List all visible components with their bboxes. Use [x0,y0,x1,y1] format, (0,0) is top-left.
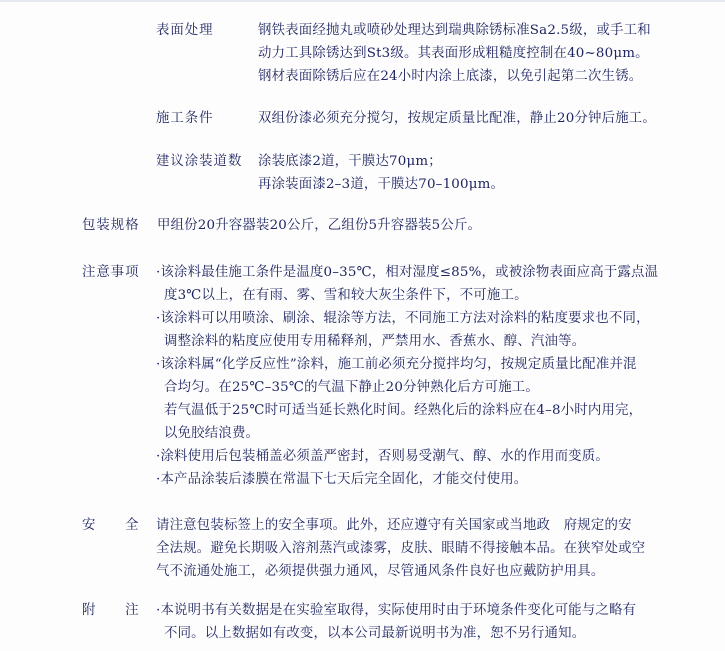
surface-treatment-line: 钢铁表面经抛丸或喷砂处理达到瑞典除锈标准Sa2.5级，或手工和 [258,23,651,38]
scan-artifact [0,0,725,2]
packaging-label: 包装规格 [82,218,140,233]
coating-passes-line: 再涂装面漆2–3道，干膜达70–100μm。 [258,177,505,192]
remarks-line: 不同。以上数据如有改变，以本公司最新说明书为准，恕不另行通知。 [164,626,586,641]
packaging-line: 甲组份20升容器装20公斤，乙组份5升容器装5公斤。 [157,218,482,233]
notes-line: ·本产品涂装后漆膜在常温下七天后完全固化，才能交付使用。 [156,472,528,487]
notes-label: 注意事项 [82,265,140,280]
surface-treatment-label: 表面处理 [156,23,214,38]
coating-passes-label: 建议涂装道数 [156,154,243,169]
remarks-label: 附 注 [82,603,140,618]
construction-conditions-label: 施工条件 [156,111,214,126]
safety-line: 请注意包装标签上的安全事项。此外，还应遵守有关国家或当地政 府规定的安 [156,518,632,533]
notes-line: 调整涂料的粘度应使用专用稀释剂，严禁用水、香蕉水、醇、汽油等。 [164,334,586,349]
surface-treatment-line: 钢材表面除锈后应在24小时内涂上底漆，以免引起第二次生锈。 [258,69,643,84]
notes-line: ·该涂料可以用喷涂、刷涂、辊涂等方法，不同施工方法对涂料的粘度要求也不同， [156,311,650,326]
coating-passes-line: 涂装底漆2道，干膜达70μm； [258,154,442,169]
safety-line: 气不流通处施工，必须提供强力通风，尽管通风条件良好也应戴防护用具。 [156,564,605,579]
remarks-line: ·本说明书有关数据是在实验室取得，实际使用时由于环境条件变化可能与之略有 [156,603,637,618]
notes-line: ·该涂料属“化学反应性”涂料，施工前必须充分搅拌均匀，按规定质量比配准并混 [156,357,637,372]
notes-line: ·该涂料最佳施工条件是温度0–35℃，相对湿度≤85%，或被涂物表面应高于露点温 [156,265,659,280]
surface-treatment-line: 动力工具除锈达到St3级。其表面形成粗糙度控制在40~80μm。 [258,46,649,61]
safety-label: 安 全 [82,518,140,533]
notes-line: ·涂料使用后包装桶盖必须盖严密封，否则易受潮气、醇、水的作用而变质。 [156,449,609,464]
notes-line: 合均匀。在25℃–35℃的气温下静止20分钟熟化后方可施工。 [164,380,539,395]
notes-line: 若气温低于25℃时可适当延长熟化时间。经熟化后的涂料应在4–8小时内用完， [164,403,643,418]
notes-line: 度3℃以上，在有雨、雾、雪和较大灰尘条件下，不可施工。 [164,288,528,303]
notes-line: 以免胶结浪费。 [164,426,260,441]
construction-conditions-line: 双组份漆必须充分搅匀，按规定质量比配准，静止20分钟后施工。 [258,111,656,126]
safety-line: 全法规。避免长期吸入溶剂蒸汽或漆雾，皮肤、眼睛不得接触本品。在狭窄处或空 [156,541,646,556]
